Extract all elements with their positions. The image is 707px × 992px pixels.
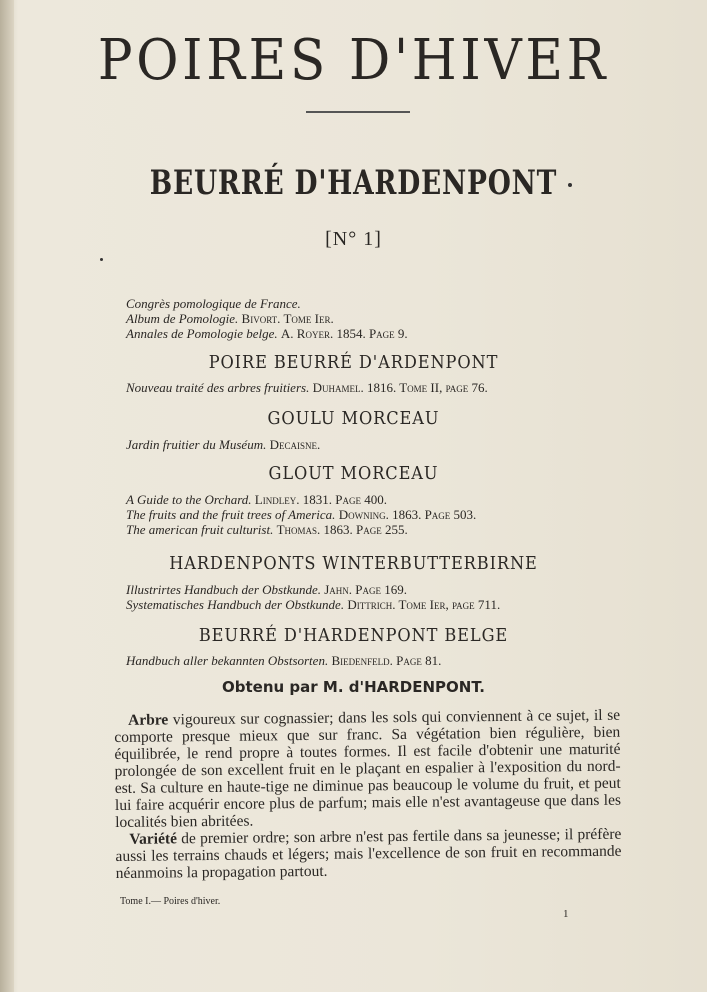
reference-line: A Guide to the Orchard. Lindley. 1831. Page 400. bbox=[126, 492, 387, 507]
variety-name: BEURRÉ D'HARDENPONT bbox=[149, 163, 558, 203]
reference-line: Illustrirtes Handbuch der Obstkunde. Jahn. Page 169. bbox=[126, 582, 408, 597]
synonym-group-6 bbox=[126, 653, 596, 668]
reference-line: The fruits and the fruit trees of America. Downing. 1863. Page 503. bbox=[126, 507, 477, 522]
synonym-group-3 bbox=[126, 437, 596, 452]
reference-line: Congrès pomologique de France. bbox=[126, 296, 301, 311]
reference-line: Nouveau traité des arbres fruitiers. Duhamel. 1816. Tome II, page 76. bbox=[126, 380, 488, 395]
reference-line: The american fruit culturist. Thomas. 1863. Page 255. bbox=[126, 522, 408, 537]
synonym-group-1 bbox=[126, 296, 596, 341]
book-spine bbox=[0, 0, 14, 992]
ink-speck bbox=[568, 183, 572, 187]
synonym-heading: HARDENPONTS WINTERBUTTERBIRNE bbox=[169, 553, 538, 574]
reference-line: Jardin fruitier du Muséum. Decaisne. bbox=[126, 437, 321, 452]
synonym-group-4 bbox=[126, 492, 596, 537]
synonym-heading: GOULU MORCEAU bbox=[267, 408, 440, 429]
paragraph-variete: Variété de premier ordre; son arbre n'est pas fertile dans sa jeunesse; il préfère aussi les terrains chauds et légers; mais l'excellence de son fruit en recommande néanmoins la propagation partout. bbox=[115, 825, 622, 882]
synonym-heading: BEURRÉ D'HARDENPONT BELGE bbox=[198, 625, 509, 646]
variety-number: [N° 1] bbox=[325, 228, 382, 250]
synonym-heading: GLOUT MORCEAU bbox=[268, 463, 439, 484]
reference-line: Systematisches Handbuch der Obstkunde. Dittrich. Tome Ier, page 711. bbox=[126, 597, 501, 612]
obtained-by: Obtenu par M. d'HARDENPONT. bbox=[222, 678, 485, 696]
synonym-group-5 bbox=[126, 582, 596, 612]
page-title: POIRES D'HIVER bbox=[97, 28, 610, 93]
description-text bbox=[114, 707, 622, 882]
synonym-heading: POIRE BEURRÉ D'ARDENPONT bbox=[208, 352, 499, 373]
title-divider bbox=[306, 111, 410, 113]
synonym-group-2 bbox=[126, 380, 596, 395]
reference-line: Annales de Pomologie belge. A. Royer. 1854. Page 9. bbox=[126, 326, 408, 341]
footer-volume: Tome I.— Poires d'hiver. bbox=[120, 896, 221, 907]
reference-line: Handbuch aller bekannten Obstsorten. Biedenfeld. Page 81. bbox=[126, 653, 442, 668]
page-number: 1 bbox=[563, 908, 569, 920]
paragraph-arbre: Arbre vigoureux sur cognassier; dans les sols qui conviennent à ce sujet, il se comporte presque mieux que sur franc. Sa végétation bien régulière, bien équilibrée, le rend propre à toutes formes. Il est facile d'obtenir une maturité prolongée de son excellent fruit en le plaçant en espalier à l'exposition du nord-est. Sa culture en haute-tige ne diminue pas beaucoup le volume du fruit, et peut lui faire acquérir encore plus de parfum; mais elle n'est avantageuse que dans les localités bien abritées. bbox=[114, 706, 622, 831]
reference-line: Album de Pomologie. Bivort. Tome Ier. bbox=[126, 311, 334, 326]
ink-speck bbox=[100, 258, 103, 261]
